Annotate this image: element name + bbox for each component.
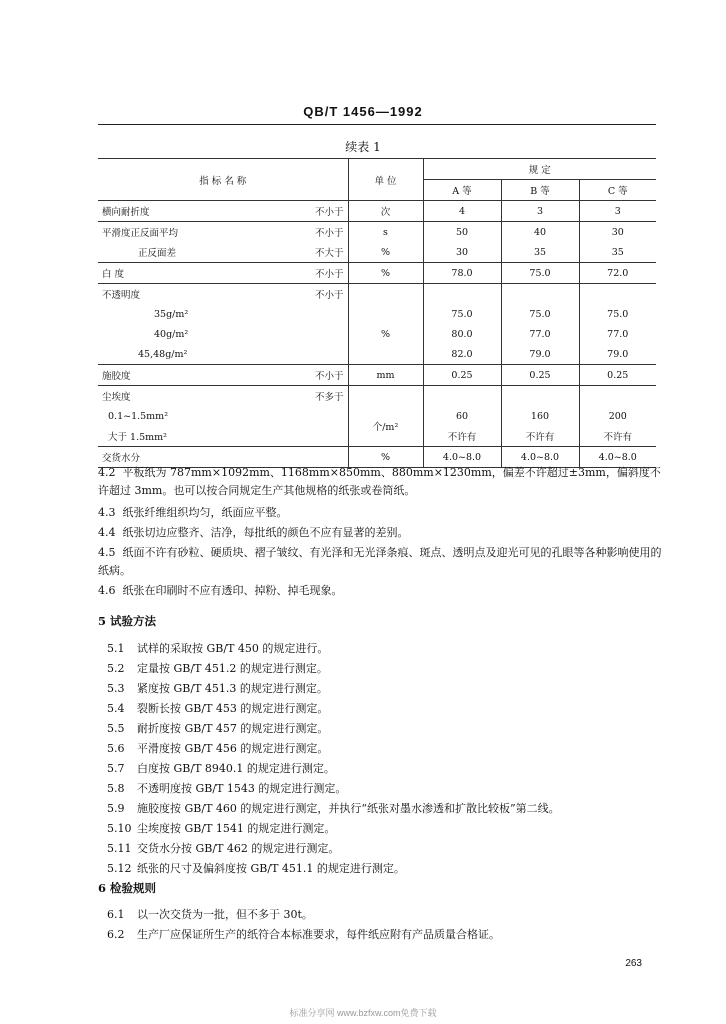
cell-a: 60 (423, 406, 501, 426)
cell-c: 30 (579, 222, 656, 243)
item-number: 5.6 (107, 742, 125, 755)
cell-b: 75.0 (501, 263, 579, 284)
row-name: 40g/m² (154, 328, 189, 340)
item-text: 不透明度按 GB/T 1543 的规定进行测定。 (137, 782, 347, 795)
item-number: 5.12 (107, 862, 132, 875)
grade-c-header: C 等 (579, 180, 656, 201)
cell-b (501, 386, 579, 407)
row-unit (348, 386, 423, 407)
cell-a: 80.0 (423, 324, 501, 344)
grade-a-header: A 等 (423, 180, 501, 201)
row-cond: 不大于 (314, 248, 344, 259)
row-unit: % (348, 324, 423, 344)
list-item (107, 780, 346, 796)
row-unit: % (348, 242, 423, 263)
item-text: 平滑度按 GB/T 456 的规定进行测定。 (137, 742, 329, 755)
table-row (98, 304, 656, 324)
cell-a: 50 (423, 222, 501, 243)
row-unit: s (348, 222, 423, 243)
item-text: 试样的采取按 GB/T 450 的规定进行。 (137, 642, 329, 655)
item-text: 裂断长按 GB/T 453 的规定进行测定。 (137, 702, 329, 715)
row-name: 施胶度 (102, 371, 131, 382)
cell-a: 4 (423, 201, 501, 222)
row-name: 白 度 (102, 269, 125, 280)
row-cond: 不小于 (314, 290, 344, 301)
item-number: 5.7 (107, 762, 125, 775)
cell-c: 3 (579, 201, 656, 222)
clause-text: 平板纸为 787mm×1092mm、1168mm×850mm、880mm×1230mm，偏差不许超过±3mm，偏斜度不许超过 3mm。也可以按合同规定生产其他规格的纸张或卷筒纸。 (98, 466, 661, 497)
table-row (98, 406, 656, 426)
item-number: 5.3 (107, 682, 125, 695)
item-text: 交货水分按 GB/T 462 的规定进行测定。 (137, 842, 340, 855)
clause-text: 纸张切边应整齐、洁净，每批纸的颜色不应有显著的差别。 (122, 526, 409, 539)
table-row (98, 344, 656, 365)
clause-number: 4.5 (98, 546, 116, 559)
item-number: 5.2 (107, 662, 125, 675)
item-text: 耐折度按 GB/T 457 的规定进行测定。 (137, 722, 329, 735)
list-item (107, 720, 328, 736)
cell-a: 不许有 (423, 426, 501, 447)
row-unit: 个/m² (348, 406, 423, 447)
clause-number: 4.3 (98, 506, 116, 519)
cell-b: 35 (501, 242, 579, 263)
cell-a: 75.0 (423, 304, 501, 324)
row-name: 不透明度 (102, 290, 141, 301)
cell-c: 200 (579, 406, 656, 426)
list-item (107, 700, 328, 716)
clause-4-6 (98, 582, 668, 600)
table-row (98, 365, 656, 386)
section-5-title: 5 试验方法 (98, 614, 157, 628)
table-row (98, 242, 656, 263)
footer-watermark[interactable]: 标准分享网 www.bzfxw.com免费下载 (289, 1008, 437, 1018)
list-item (107, 820, 335, 836)
clause-number: 4.6 (98, 584, 116, 597)
row-unit (348, 344, 423, 365)
cell-c: 75.0 (579, 304, 656, 324)
row-name: 正反面差 (138, 248, 177, 259)
cell-a: 82.0 (423, 344, 501, 365)
clause-text: 纸面不许有砂粒、硬质块、褶子皱纹、有光泽和无光泽条痕、斑点、透明点及迎光可见的孔眼等各种影响使用的纸病。 (98, 546, 662, 577)
row-cond: 不小于 (314, 371, 344, 382)
clause-4-2 (98, 464, 668, 500)
clause-4-5 (98, 544, 668, 580)
cell-b: 4.0~8.0 (501, 447, 579, 468)
cell-b (501, 284, 579, 305)
cell-a: 4.0~8.0 (423, 447, 501, 468)
item-text: 白度按 GB/T 8940.1 的规定进行测定。 (137, 762, 335, 775)
cell-c (579, 284, 656, 305)
item-number: 5.10 (107, 822, 132, 835)
standard-header: QB/T 1456—1992 (303, 104, 423, 119)
cell-c: 72.0 (579, 263, 656, 284)
row-unit (348, 284, 423, 305)
col-name-header: 指 标 名 称 (98, 159, 348, 201)
item-text: 生产厂应保证所生产的纸符合本标准要求，每件纸应附有产品质量合格证。 (137, 928, 500, 941)
table-row (98, 263, 656, 284)
col-spec-header: 规 定 (423, 159, 656, 180)
cell-b: 75.0 (501, 304, 579, 324)
row-name: 35g/m² (154, 308, 189, 320)
row-name: 平滑度正反面平均 (102, 228, 179, 239)
row-name: 大于 1.5mm² (108, 432, 167, 443)
cell-a (423, 386, 501, 407)
row-unit: 次 (348, 201, 423, 222)
cell-a: 0.25 (423, 365, 501, 386)
table-row (98, 386, 656, 407)
cell-b: 160 (501, 406, 579, 426)
list-item (107, 760, 335, 776)
row-cond: 不小于 (314, 269, 344, 280)
row-name: 横向耐折度 (102, 207, 150, 218)
cell-b: 3 (501, 201, 579, 222)
list-item (107, 740, 328, 756)
header-rule (98, 124, 656, 125)
cell-b: 不许有 (501, 426, 579, 447)
table-row (98, 201, 656, 222)
cell-b: 0.25 (501, 365, 579, 386)
list-item (107, 660, 328, 676)
clause-number: 4.2 (98, 466, 116, 479)
spec-table (98, 158, 656, 468)
item-number: 5.11 (107, 842, 132, 855)
list-item (107, 800, 560, 816)
col-unit-header: 单 位 (348, 159, 423, 201)
item-text: 紧度按 GB/T 451.3 的规定进行测定。 (137, 682, 328, 695)
cell-c: 不许有 (579, 426, 656, 447)
list-item (107, 640, 328, 656)
row-cond: 不多于 (314, 392, 344, 403)
cell-c: 79.0 (579, 344, 656, 365)
row-name: 尘埃度 (102, 392, 131, 403)
item-number: 5.5 (107, 722, 125, 735)
item-number: 5.8 (107, 782, 125, 795)
list-item (107, 906, 313, 922)
clause-4-3 (98, 504, 668, 522)
list-item (107, 840, 339, 856)
item-text: 纸张的尺寸及偏斜度按 GB/T 451.1 的规定进行测定。 (137, 862, 405, 875)
page-number: 263 (625, 958, 642, 969)
item-text: 定量按 GB/T 451.2 的规定进行测定。 (137, 662, 328, 675)
row-name: 45,48g/m² (138, 348, 188, 360)
clause-4-4 (98, 524, 668, 542)
table-caption: 续表 1 (345, 140, 381, 154)
row-cond: 不小于 (314, 228, 344, 239)
cell-b: 77.0 (501, 324, 579, 344)
item-text: 尘埃度按 GB/T 1541 的规定进行测定。 (137, 822, 336, 835)
cell-a: 78.0 (423, 263, 501, 284)
cell-c: 35 (579, 242, 656, 263)
cell-c: 77.0 (579, 324, 656, 344)
row-unit: % (348, 447, 423, 468)
item-number: 5.4 (107, 702, 125, 715)
section-6-title: 6 检验规则 (98, 881, 157, 895)
table-row (98, 222, 656, 243)
row-unit: % (348, 263, 423, 284)
row-name: 交货水分 (102, 453, 141, 464)
clause-number: 4.4 (98, 526, 116, 539)
list-item (107, 860, 405, 876)
table-row (98, 324, 656, 344)
cell-a: 30 (423, 242, 501, 263)
cell-c: 0.25 (579, 365, 656, 386)
item-number: 5.1 (107, 642, 125, 655)
cell-c: 4.0~8.0 (579, 447, 656, 468)
list-item (107, 680, 328, 696)
cell-a (423, 284, 501, 305)
cell-b: 40 (501, 222, 579, 243)
row-unit (348, 304, 423, 324)
item-number: 6.1 (107, 908, 125, 921)
table-row (98, 284, 656, 305)
cell-b: 79.0 (501, 344, 579, 365)
item-text: 施胶度按 GB/T 460 的规定进行测定，并执行“纸张对墨水渗透和扩散比较板”第二线。 (137, 802, 560, 815)
item-text: 以一次交货为一批，但不多于 30t。 (137, 908, 313, 921)
item-number: 6.2 (107, 928, 125, 941)
cell-c (579, 386, 656, 407)
clause-text: 纸张纤维组织均匀，纸面应平整。 (122, 506, 288, 519)
grade-b-header: B 等 (501, 180, 579, 201)
clause-text: 纸张在印刷时不应有透印、掉粉、掉毛现象。 (122, 584, 343, 597)
list-item (107, 926, 500, 942)
row-cond: 不小于 (314, 207, 344, 218)
item-number: 5.9 (107, 802, 125, 815)
row-unit: mm (348, 365, 423, 386)
row-name: 0.1~1.5mm² (108, 410, 169, 422)
